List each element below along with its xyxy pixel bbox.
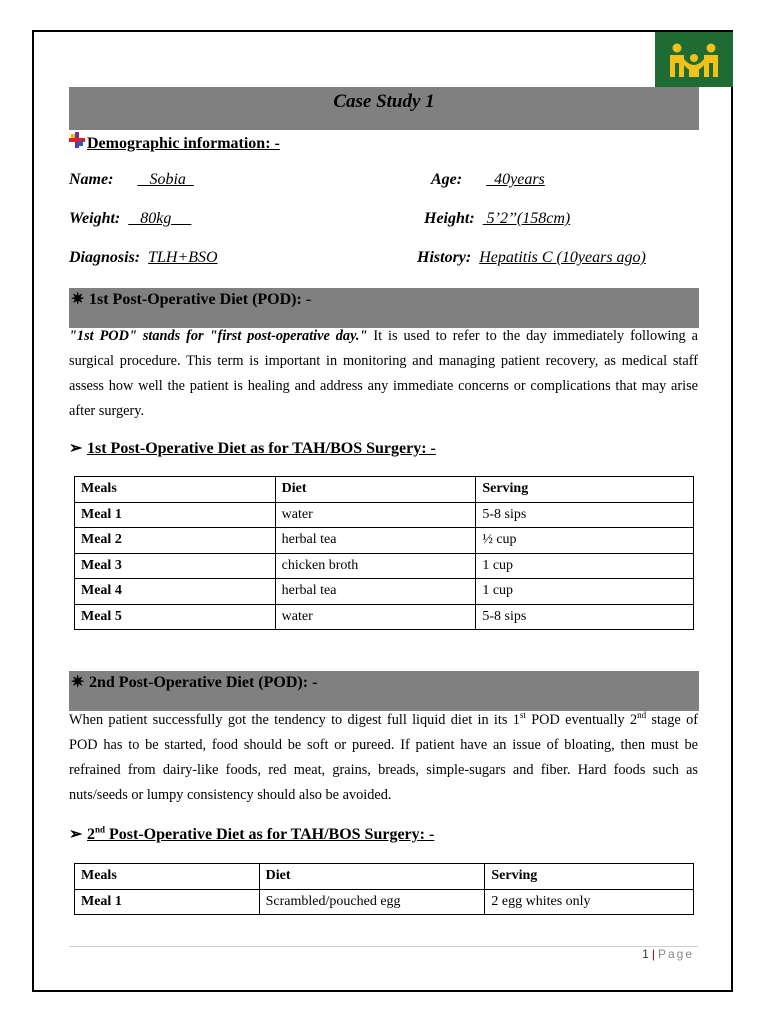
footer-divider xyxy=(69,946,698,947)
page-label: Page xyxy=(657,947,694,961)
organization-logo xyxy=(655,32,733,87)
table-header-row xyxy=(75,864,694,890)
sub-heading-rest: Post-Operative Diet as for TAH/BOS Surgery: - xyxy=(105,826,435,843)
table-cell: water xyxy=(275,502,476,528)
arrow-bullet-icon: ➢ xyxy=(69,826,83,843)
pod1-paragraph-rest: It is used to refer to the day immediately following a surgical procedure. This term is important in monitoring and managing patient recovery, as medical staff assess how well the patient is healing and address any immediate concerns or complications that may arise after surgery. xyxy=(69,328,698,419)
table-cell: Meal 3 xyxy=(75,553,276,579)
table-cell: ½ cup xyxy=(476,528,694,554)
table-cell: 5-8 sips xyxy=(476,604,694,630)
diagnosis-value: TLH+BSO xyxy=(148,249,218,266)
table-cell: chicken broth xyxy=(275,553,476,579)
column-header: Meals xyxy=(75,477,276,503)
column-header: Serving xyxy=(476,477,694,503)
pod2-diet-table xyxy=(74,863,694,915)
table-row xyxy=(75,889,694,915)
column-header: Serving xyxy=(485,864,694,890)
pod2-paragraph-part: When patient successfully got the tendency to digest full liquid diet in its 1 xyxy=(69,712,520,728)
pod2-paragraph-part: stage of POD has to be started, food should be soft or pureed. If patient have an issue of bloating, then must be refrained from dairy-like foods, red meat, grains, breads, simple-sugars and fiber. Hard foods such as nuts/seeds or lumpy consistency should also be avoided. xyxy=(69,712,698,803)
age-value: 40years xyxy=(486,171,545,188)
superscript: st xyxy=(519,710,526,721)
column-header: Diet xyxy=(275,477,476,503)
pod2-paragraph xyxy=(69,708,698,808)
pod1-sub-heading-text: 1st Post-Operative Diet as for TAH/BOS Surgery: - xyxy=(87,440,436,457)
pod1-diet-table xyxy=(74,476,694,630)
table-row xyxy=(75,604,694,630)
table-cell: water xyxy=(275,604,476,630)
page-number: 1 xyxy=(642,947,649,961)
pod2-sub-heading xyxy=(69,824,434,844)
weight-label: Weight: xyxy=(69,210,121,227)
weight-value: 80kg xyxy=(128,210,192,227)
pod2-paragraph-part: POD eventually 2 xyxy=(525,712,638,728)
pod1-heading xyxy=(71,289,311,309)
height-label: Height: xyxy=(424,210,475,227)
table-row xyxy=(75,502,694,528)
sub-heading-number: 2 xyxy=(87,826,95,843)
name-label: Name: xyxy=(69,171,114,188)
superscript: nd xyxy=(637,710,647,721)
height-value: 5’2’’(158cm) xyxy=(482,210,571,227)
diagnosis-field xyxy=(69,249,218,267)
table-cell: herbal tea xyxy=(275,528,476,554)
pod2-sub-heading-text xyxy=(87,826,434,843)
table-row xyxy=(75,553,694,579)
pod1-sub-heading xyxy=(69,438,436,458)
name-value: Sobia xyxy=(137,171,194,188)
demographic-heading-text: Demographic information: - xyxy=(87,135,280,152)
title-band xyxy=(69,87,699,130)
pod2-heading-text: 2nd Post-Operative Diet (POD): - xyxy=(89,674,318,691)
superscript: nd xyxy=(95,824,106,835)
age-field xyxy=(431,171,545,189)
pod1-paragraph-lead: "1st POD" stands for "first post-operative day." xyxy=(69,328,368,344)
history-value: Hepatitis C (10years ago) xyxy=(479,249,646,266)
pod1-heading-text: 1st Post-Operative Diet (POD): - xyxy=(89,291,312,308)
table-cell: 1 cup xyxy=(476,579,694,605)
table-row xyxy=(75,528,694,554)
table-row xyxy=(75,579,694,605)
page-footer xyxy=(642,947,694,961)
name-field xyxy=(69,171,194,189)
history-field xyxy=(417,249,646,267)
history-label: History: xyxy=(417,249,472,266)
age-label: Age: xyxy=(431,171,463,188)
bullet-icon xyxy=(69,132,87,153)
height-field xyxy=(424,210,570,228)
table-cell: Meal 1 xyxy=(75,889,260,915)
asterisk-bullet-icon: ✷ xyxy=(71,674,85,691)
arrow-bullet-icon: ➢ xyxy=(69,440,83,457)
footer-separator: | xyxy=(651,947,655,961)
diagnosis-label: Diagnosis: xyxy=(69,249,141,266)
page-title: Case Study 1 xyxy=(333,91,435,112)
asterisk-bullet-icon: ✷ xyxy=(71,291,85,308)
table-cell: 5-8 sips xyxy=(476,502,694,528)
weight-field xyxy=(69,210,191,228)
table-cell: Scrambled/pouched egg xyxy=(259,889,485,915)
pod2-band xyxy=(69,671,699,711)
pod1-paragraph xyxy=(69,324,698,424)
table-cell: 1 cup xyxy=(476,553,694,579)
demographic-heading xyxy=(69,132,280,153)
table-cell: Meal 1 xyxy=(75,502,276,528)
pod2-heading xyxy=(71,672,317,692)
column-header: Diet xyxy=(259,864,485,890)
table-cell: herbal tea xyxy=(275,579,476,605)
table-header-row xyxy=(75,477,694,503)
table-cell: Meal 4 xyxy=(75,579,276,605)
table-cell: 2 egg whites only xyxy=(485,889,694,915)
table-cell: Meal 5 xyxy=(75,604,276,630)
table-cell: Meal 2 xyxy=(75,528,276,554)
pod1-band xyxy=(69,288,699,328)
column-header: Meals xyxy=(75,864,260,890)
